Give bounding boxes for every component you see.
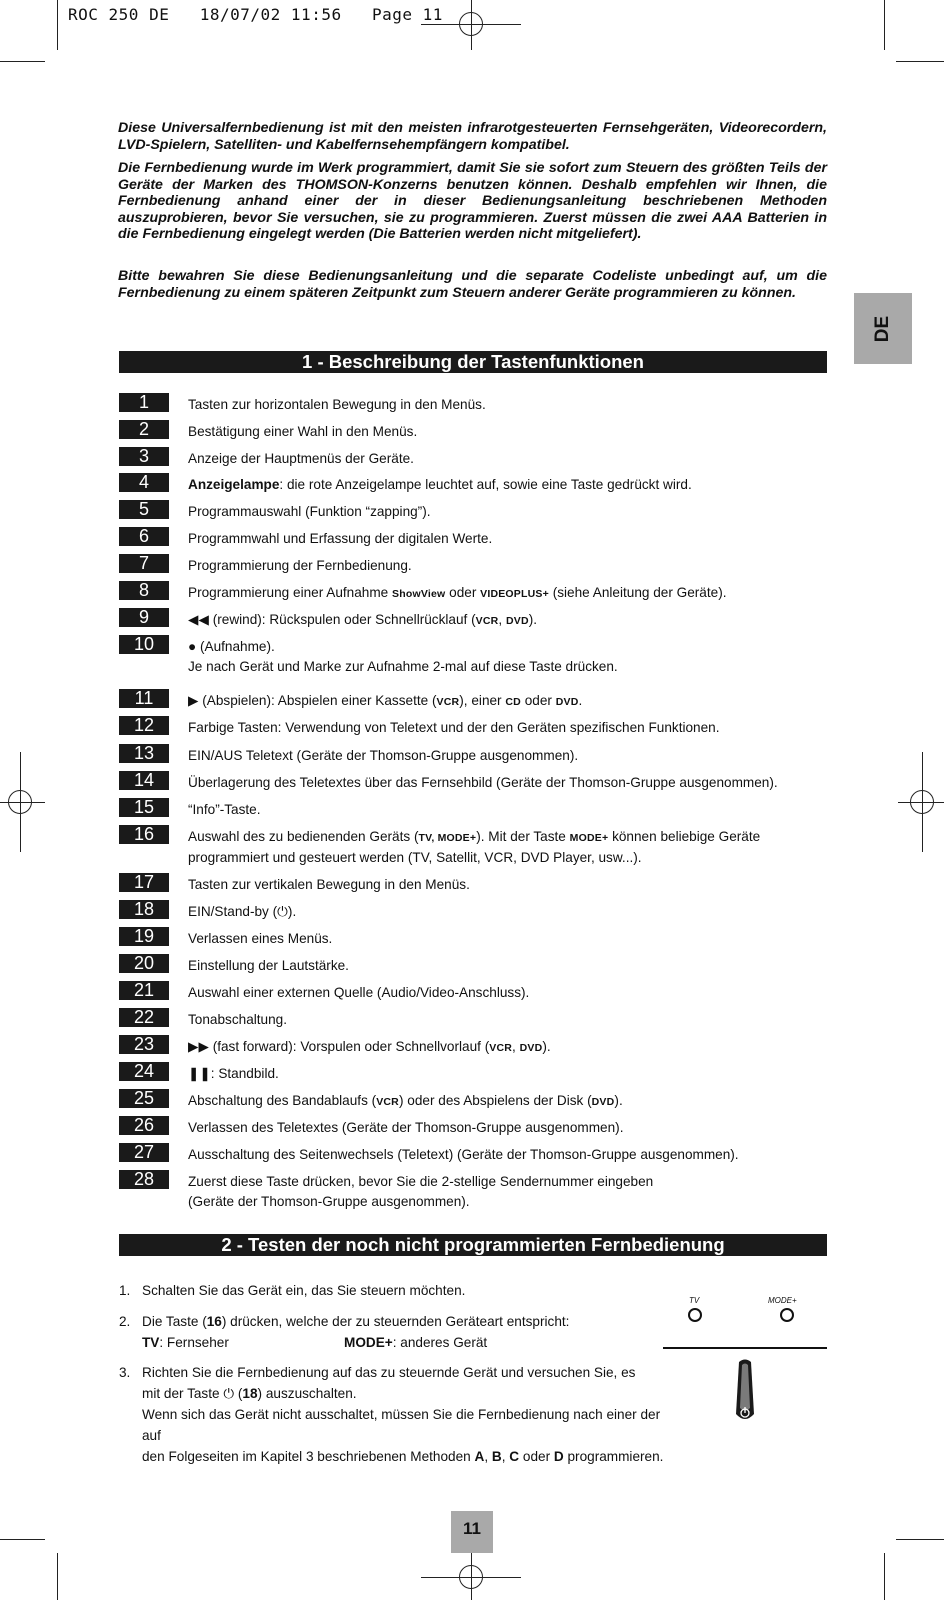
item-number: 22 <box>119 1008 169 1027</box>
item-number: 11 <box>119 689 169 708</box>
item-description: ▶ (Abspielen): Abspielen einer Kassette (VCR), einer CD oder DVD. <box>188 693 583 708</box>
item-number: 2 <box>119 420 169 439</box>
item-description: Tasten zur horizontalen Bewegung in den Menüs. <box>188 397 486 412</box>
item-number: 7 <box>119 554 169 573</box>
mode-button-icon <box>780 1308 794 1322</box>
item-number: 12 <box>119 716 169 735</box>
crop-mark <box>0 61 45 62</box>
item-number: 24 <box>119 1062 169 1081</box>
item-number: 6 <box>119 527 169 546</box>
language-tab <box>854 293 912 364</box>
item-description: Anzeigelampe: die rote Anzeigelampe leuchtet auf, sowie eine Taste gedrückt wird. <box>188 477 692 492</box>
item-description: Überlagerung des Teletextes über das Fernsehbild (Geräte der Thomson-Gruppe ausgenommen). <box>188 775 778 790</box>
item-number: 18 <box>119 900 169 919</box>
item-number: 25 <box>119 1089 169 1108</box>
registration-line <box>0 802 45 803</box>
item-description: Verlassen eines Menüs. <box>188 931 333 946</box>
step-text: Schalten Sie das Gerät ein, das Sie steuern möchten. <box>142 1283 466 1298</box>
item-description: EIN/AUS Teletext (Geräte der Thomson-Gruppe ausgenommen). <box>188 748 579 763</box>
item-description: Programmauswahl (Funktion “zapping”). <box>188 504 431 519</box>
step-2 <box>119 1311 679 1355</box>
registration-line <box>898 802 944 803</box>
item-number: 27 <box>119 1143 169 1162</box>
remote-buttons-illustration <box>660 1296 830 1426</box>
item-number: 17 <box>119 873 169 892</box>
item-description: ▶▶ (fast forward): Vorspulen oder Schnellvorlauf (VCR, DVD). <box>188 1039 551 1054</box>
item-description: Programmierung einer Aufnahme ShowView oder VIDEOPLUS+ (siehe Anleitung der Geräte). <box>188 585 727 600</box>
option-mode: MODE+: anderes Gerät <box>344 1335 488 1350</box>
item-description: Bestätigung einer Wahl in den Menüs. <box>188 424 418 439</box>
registration-line <box>421 24 521 25</box>
intro-paragraph-3: Bitte bewahren Sie diese Bedienungsanleitung und die separate Codeliste unbedingt auf, um die Fernbedienung zu einem späteren Zeitpunkt zum Steuern anderer Geräte programmieren zu können. <box>118 268 827 301</box>
item-number: 16 <box>119 825 169 844</box>
item-description: Zuerst diese Taste drücken, bevor Sie die 2-stellige Sendernummer eingeben (Geräte der Thomson-Gruppe ausgenommen). <box>188 1174 654 1209</box>
step-text: Richten Sie die Fernbedienung auf das zu steuernde Gerät und versuchen Sie, es mit der Taste ⏻ (18) auszuschalten. Wenn sich das Gerät nicht ausschaltet, müssen Sie die Fernbedienung nach einer der auf den Folgeseiten im Kapitel 3 beschriebenen Methoden A, B, C oder D programmieren. <box>142 1365 664 1464</box>
item-description: Anzeige der Hauptmenüs der Geräte. <box>188 451 414 466</box>
option-tv: TV: Fernseher <box>142 1335 229 1350</box>
item-description: Farbige Tasten: Verwendung von Teletext und der den Geräten spezifischen Funktionen. <box>188 720 720 735</box>
crop-mark <box>57 1553 58 1600</box>
item-number: 26 <box>119 1116 169 1135</box>
step-3 <box>119 1362 679 1464</box>
item-number: 14 <box>119 771 169 790</box>
item-number: 5 <box>119 500 169 519</box>
item-number: 10 <box>119 635 169 654</box>
item-description: EIN/Stand-by (⏻). <box>188 904 297 919</box>
crop-mark <box>896 1539 944 1540</box>
crop-mark <box>0 1539 45 1540</box>
item-description: ● (Aufnahme). Je nach Gerät und Marke zur Aufnahme 2-mal auf diese Taste drücken. <box>188 639 618 674</box>
crop-mark <box>884 1553 885 1600</box>
intro-paragraph-1: Diese Universalfernbedienung ist mit den meisten infrarotgesteuerten Fernsehgeräten, Videorecordern, LVD-Spielern, Satelliten- und Kabelfernsehempfängern kompatibel. <box>118 120 827 153</box>
section-heading: 1 - Beschreibung der Tastenfunktionen <box>119 351 827 373</box>
registration-line <box>471 0 472 50</box>
item-description: Einstellung der Lautstärke. <box>188 958 349 973</box>
item-number: 13 <box>119 744 169 763</box>
item-number: 21 <box>119 981 169 1000</box>
tv-button-icon <box>688 1308 702 1322</box>
crop-mark <box>896 61 944 62</box>
step-number: 3. <box>119 1365 131 1380</box>
step-number: 2. <box>119 1314 131 1329</box>
item-description: Tonabschaltung. <box>188 1012 288 1027</box>
item-number: 8 <box>119 581 169 600</box>
item-number: 23 <box>119 1035 169 1054</box>
item-number: 19 <box>119 927 169 946</box>
item-description: Auswahl einer externen Quelle (Audio/Video-Anschluss). <box>188 985 530 1000</box>
mode-label: MODE+ <box>768 1296 797 1305</box>
power-button-icon <box>734 1358 756 1424</box>
item-number: 1 <box>119 393 169 412</box>
registration-line <box>421 1577 521 1578</box>
item-description: ❚❚: Standbild. <box>188 1066 279 1081</box>
power-icon: ⏻ <box>223 1386 235 1401</box>
intro-paragraph-2: Die Fernbedienung wurde im Werk programmiert, damit Sie sie sofort zum Steuern des größten Teils der Geräte der Marken des THOMSON-Konzerns benutzen können. Deshalb empfehlen wir Ihnen, die Fernbedienung anhand einer der in dieser Bedienungsanleitung beschriebenen Methoden auszuprobieren, bevor Sie versuchen, sie zu programmieren. Zuerst müssen die zwei AAA Batterien in die Fernbedienung eingelegt werden (Die Batterien werden nicht mitgeliefert). <box>118 160 827 243</box>
item-number: 28 <box>119 1170 169 1189</box>
item-description: Tasten zur vertikalen Bewegung in den Menüs. <box>188 877 470 892</box>
item-number: 9 <box>119 608 169 627</box>
item-description: Programmwahl und Erfassung der digitalen Werte. <box>188 531 493 546</box>
step-number: 1. <box>119 1283 131 1298</box>
item-description: Auswahl des zu bedienenden Geräts (TV, MODE+). Mit der Taste MODE+ können beliebige Geräte programmiert und gesteuert werden (TV, Satellit, VCR, DVD Player, usw...). <box>188 829 761 865</box>
tv-label: TV <box>689 1296 700 1305</box>
language-tab-label: DE <box>872 315 893 342</box>
crop-mark <box>884 0 885 50</box>
section-heading: 2 - Testen der noch nicht programmierten Fernbedienung <box>119 1234 827 1256</box>
item-number: 4 <box>119 473 169 492</box>
item-description: ◀◀ (rewind): Rückspulen oder Schnellrücklauf (VCR, DVD). <box>188 612 538 627</box>
item-description: Abschaltung des Bandablaufs (VCR) oder des Abspielens der Disk (DVD). <box>188 1093 623 1108</box>
print-slug: ROC 250 DE 18/07/02 11:56 Page 11 <box>68 5 443 24</box>
item-number: 3 <box>119 447 169 466</box>
item-description: Programmierung der Fernbedienung. <box>188 558 412 573</box>
item-number: 20 <box>119 954 169 973</box>
item-number: 15 <box>119 798 169 817</box>
step-text: Die Taste (16) drücken, welche der zu steuernden Geräteart entspricht: <box>142 1314 570 1329</box>
item-description: Ausschaltung des Seitenwechsels (Teletext) (Geräte der Thomson-Gruppe ausgenommen). <box>188 1147 739 1162</box>
item-description: Verlassen des Teletextes (Geräte der Thomson-Gruppe ausgenommen). <box>188 1120 624 1135</box>
power-icon: ⏻ <box>277 904 288 919</box>
page-number: 11 <box>451 1511 493 1553</box>
crop-mark <box>57 0 58 50</box>
item-description: “Info”-Taste. <box>188 802 261 817</box>
divider <box>663 1347 827 1349</box>
